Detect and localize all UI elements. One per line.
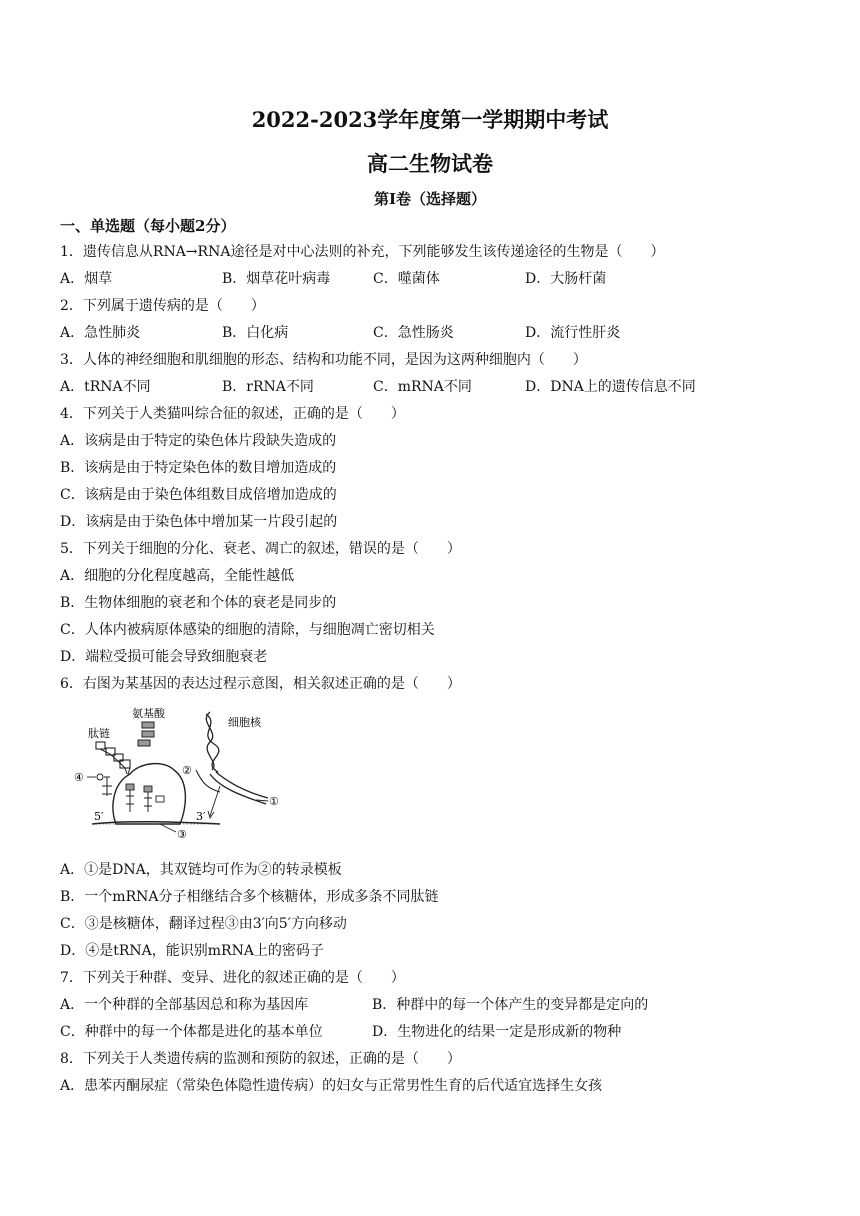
question-1-option-c: C．噬菌体 [373,271,440,287]
question-1-option-b: B．烟草花叶病毒 [222,271,331,287]
question-4-option-d: D．该病是由于染色体中增加某一片段引起的 [60,514,338,530]
figure-label-3-prime: 3′ [196,810,206,823]
question-4-option-b: B．该病是由于特定染色体的数目增加造成的 [60,460,337,476]
gene-expression-figure [70,700,300,846]
figure-label-5-prime: 5′ [94,810,104,823]
figure-label-amino-acid: 氨基酸 [132,707,165,720]
question-3-option-b: B．rRNA不同 [222,379,314,395]
amino-acid-box [142,731,154,737]
question-8-option-a: A．患苯丙酮尿症（常染色体隐性遗传病）的妇女与正常男性生育的后代适宜选择生女孩 [60,1078,603,1094]
peptide-link [128,768,130,774]
figure-label-nucleus: 细胞核 [228,716,261,729]
question-5-option-b: B．生物体细胞的衰老和个体的衰老是同步的 [60,595,337,611]
question-7-option-c: C．种群中的每一个体都是进化的基本单位 [60,1024,323,1040]
question-5-option-a: A．细胞的分化程度越高，全能性越低 [60,568,295,584]
ribosome-shape [113,764,185,824]
amino-acid-box [142,722,154,728]
exam-title: 2022-2023学年度第一学期期中考试 [251,107,609,132]
section-heading: 一、单选题（每小题2分） [60,217,236,235]
trna-amino-box [126,784,134,790]
free-trna-shape [102,777,112,796]
trna-loop [97,774,103,780]
amino-acid-box [138,740,150,746]
question-6-option-a: A．①是DNA，其双链均可作为②的转录模板 [60,862,342,878]
question-2-stem: 2．下列属于遗传病的是（ ） [60,298,265,314]
figure-label-4: ④ [74,771,84,784]
figure-label-3: ③ [177,828,187,841]
question-6-option-c: C．③是核糖体，翻译过程③由3′向5′方向移动 [60,916,347,932]
leader-line [160,824,176,832]
exam-part-title: 第I卷（选择题） [373,190,487,208]
trna-amino-box [144,786,152,792]
question-7-option-b: B．种群中的每一个体产生的变异都是定向的 [372,997,649,1013]
question-1-option-a: A．烟草 [60,271,113,287]
question-6-option-d: D．④是tRNA，能识别mRNA上的密码子 [60,943,324,959]
question-1-option-d: D．大肠杆菌 [525,271,607,287]
question-4-stem: 4．下列关于人类猫叫综合征的叙述，正确的是（ ） [60,406,405,422]
question-3-option-c: C．mRNA不同 [373,379,472,395]
question-7-stem: 7．下列关于种群、变异、进化的叙述正确的是（ ） [60,970,405,986]
question-4-option-a: A．该病是由于特定的染色体片段缺失造成的 [60,433,337,449]
question-2-option-c: C．急性肠炎 [373,325,454,341]
figure-label-peptide: 肽链 [88,727,110,740]
question-4-option-c: C．该病是由于染色体组数目成倍增加造成的 [60,487,337,503]
question-2-option-b: B．白化病 [222,325,289,341]
question-6-option-b: B．一个mRNA分子相继结合多个核糖体，形成多条不同肽链 [60,889,439,905]
dna-strand [216,772,268,798]
question-8-stem: 8．下列关于人类遗传病的监测和预防的叙述，正确的是（ ） [60,1051,461,1067]
question-2-option-a: A．急性肺炎 [60,325,141,341]
question-1-stem: 1．遗传信息从RNA→RNA途径是对中心法则的补充，下列能够发生该传递途径的生物是（ ） [60,244,665,260]
question-3-option-a: A．tRNA不同 [60,379,151,395]
peptide-box [96,742,105,749]
question-7-option-d: D．生物进化的结果一定是形成新的物种 [372,1024,622,1040]
question-5-option-c: C．人体内被病原体感染的细胞的清除，与细胞凋亡密切相关 [60,622,435,638]
question-2-option-d: D．流行性肝炎 [525,325,621,341]
question-3-option-d: D．DNA上的遗传信息不同 [525,379,696,395]
dna-strand [206,714,219,772]
exam-subtitle: 高二生物试卷 [367,151,493,176]
question-5-stem: 5．下列关于细胞的分化、衰老、凋亡的叙述，错误的是（ ） [60,541,461,557]
figure-label-1: ① [269,795,279,808]
trna-shape [144,792,152,812]
question-5-option-d: D．端粒受损可能会导致细胞衰老 [60,649,268,665]
trna-amino-box [156,796,164,802]
question-7-option-a: A．一个种群的全部基因总和称为基因库 [60,997,309,1013]
dna-strand [210,774,266,804]
question-6-stem: 6．右图为某基因的表达过程示意图，相关叙述正确的是（ ） [60,676,461,692]
trna-shape [126,790,134,812]
figure-label-2: ② [182,764,192,777]
question-3-stem: 3．人体的神经细胞和肌细胞的形态、结构和功能不同，是因为这两种细胞内（ ） [60,352,587,368]
